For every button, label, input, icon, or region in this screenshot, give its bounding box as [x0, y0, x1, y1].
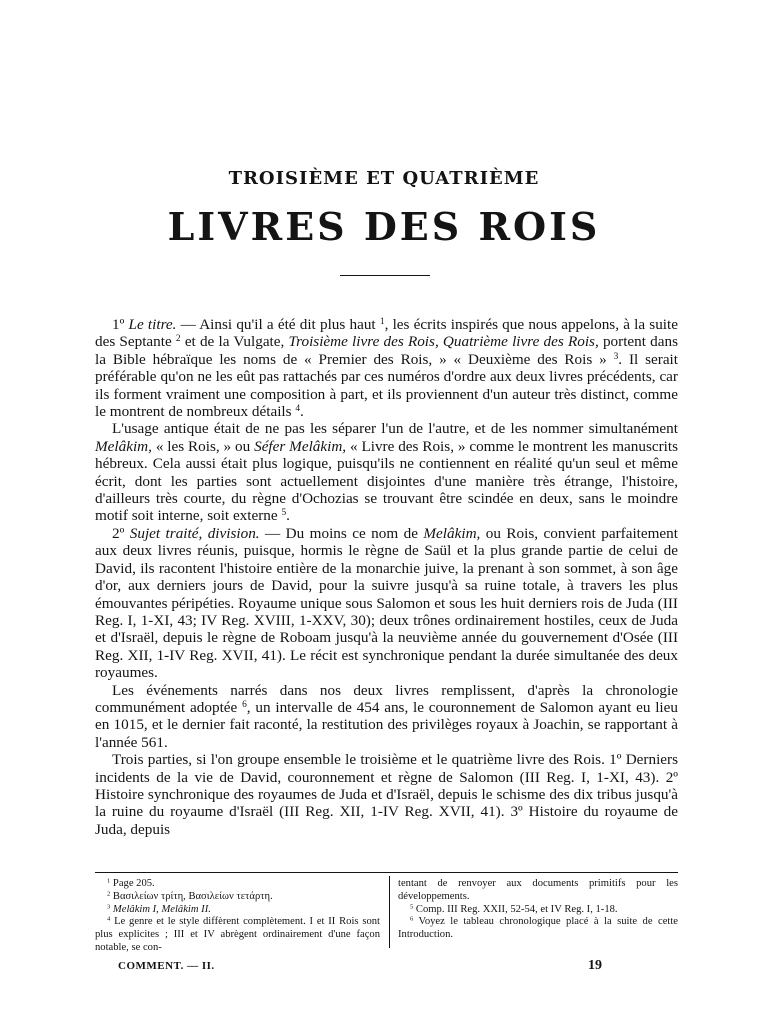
footnotes-right-column — [398, 878, 678, 942]
footnote-number: 2 — [107, 890, 111, 898]
text-run: , un intervalle de 454 ans, le couronnement de Salomon ayant eu lieu en 1015, et le dernier fait raconté, la restitution des privilèges royaux à Joachin, se rapportant à l'année 561. — [95, 698, 678, 751]
footnote-ref: 1 — [379, 316, 385, 327]
text-run: L'usage antique était de ne pas les séparer l'un de l'autre, et de les nommer simultanément — [112, 420, 678, 438]
footnote-rule — [95, 872, 678, 873]
text-run: . Il serait préférable qu'on ne les eût pas rattachés par ces numéros d'ordre aux deux livres précédents, car ils forment vraiment une composition à part, et ils proviennent d'un auteur très distinct, comme le montrent de nombreux détails — [95, 350, 678, 421]
paragraph-number: 2º — [112, 524, 130, 542]
text-run: Trois parties, si l'on groupe ensemble le troisième et le quatrième livre des Rois. 1º Derniers incidents de la vie de David, couronnement et règne de Salomon (III Reg. I, 1-XI, 43). 2º Histoire synchronique des royaumes de Juda et d'Israël, depuis le schisme des dix tribus jusqu'à la ruine du royaume d'Israël (III Reg. XII, 1-IV Reg. XVII, 41). 3º Histoire du royaume de Juda, depuis — [95, 751, 678, 838]
footnote-ref: 6 — [242, 699, 247, 710]
footnote-4 — [95, 916, 380, 954]
body-text — [95, 316, 678, 838]
page-number: 19 — [588, 958, 602, 973]
text-run: ou Rois, convient parfaitement aux deux livres réunis, puisque, hormis le règne de Saül et la plus grande partie de celui de David, ils racontent l'histoire entière de la monarchie juive, la prenant à son sommet, à son âge d'or, aux derniers jours de David, pour la suivre jusqu'à sa ruine totale, à travers les plus émouvantes péripéties. Royaume unique sous Salomon et sous les huit derniers rois de Juda (III Reg. I, 1-XI, 43; IV Reg. XVIII, 1-XXV, 30); deux trônes ordinairement hostiles, ceux de Juda et d'Israël, depuis le règne de Roboam jusqu'à la neuvième année du gouvernement d'Osée (III Reg. XII, 1-IV Reg. XVII, 41). Le récit est synchronique pendant la durée simultanée des deux royaumes. — [95, 524, 678, 682]
text-run: — Ainsi qu'il a été dit plus haut — [176, 316, 380, 333]
footnote-ref: 3 — [613, 351, 619, 362]
footnote-ref: 5 — [281, 508, 287, 519]
footnote-number: 3 — [107, 902, 111, 910]
text-run: « Livre des Rois, » comme le montrent les manuscrits hébreux. Cela aussi était plus logique, puisqu'ils ne contiennent en réalité qu'un seul et même écrit, dont les parties sont actuellement disjointes d'une manière très étrange, l'histoire, d'ailleurs très courte, du règne d'Ochozias se trouvant être scindée en deux, sans le moindre motif soit interne, soit externe — [95, 437, 678, 525]
section-heading: Sujet traité, division. — [129, 524, 260, 542]
footnote-text: Le genre et le style diffèrent complètement. I et II Rois sont plus explicites ; III et IV abrègent ordinairement d'une façon notable, se con- — [95, 916, 380, 953]
text-run: portent dans la Bible hébraïque les noms de « Premier des Rois, » « Deuxième des Rois » — [95, 333, 678, 368]
footnote-1 — [95, 878, 380, 891]
italic-run: Troisième livre des Rois, Quatrième livre des Rois, — [288, 333, 599, 351]
footnote-number: 6 — [410, 915, 414, 923]
footnote-4-continued — [398, 878, 678, 904]
italic-run: Séfer Melâkim, — [254, 437, 347, 455]
footnote-number: 1 — [107, 877, 111, 885]
paragraph-title — [95, 316, 678, 420]
footnote-ref: 2 — [175, 334, 181, 345]
footnote-text: tentant de renvoyer aux documents primitifs pour les développements. — [398, 878, 678, 902]
footnote-text: Comp. III Reg. XXII, 52-54, et IV Reg. I, 1-18. — [413, 903, 618, 915]
footnote-number: 4 — [107, 915, 111, 923]
footnote-6 — [398, 916, 678, 942]
footnote-text: Melâkim I, Melâkim II. — [110, 903, 211, 915]
text-run: — Du moins ce nom de — [259, 524, 424, 542]
footnote-3 — [95, 904, 380, 917]
italic-run: Melâkim, — [423, 524, 481, 542]
footnote-2 — [95, 891, 380, 904]
paragraph-subject — [95, 525, 678, 682]
text-run: , les écrits inspirés que nous appelons, à la suite des Septante — [95, 316, 678, 351]
italic-run: Melâkim, — [95, 437, 152, 455]
text-run: et de la Vulgate, — [180, 333, 289, 351]
paragraph-number: 1º — [112, 316, 129, 333]
footnote-number: 5 — [410, 902, 414, 910]
paragraph-parts — [95, 751, 678, 838]
running-footer: COMMENT. — II. — [118, 960, 215, 972]
paragraph-events — [95, 682, 678, 752]
footnote-text: Βασιλείων τρίτη, Βασιλείων τετάρτη. — [110, 890, 273, 902]
footnote-text: Page 205. — [110, 878, 155, 889]
paragraph-usage — [95, 420, 678, 524]
text-run: Les événements narrés dans nos deux livres remplissent, d'après la chronologie communément adoptée — [95, 681, 678, 716]
book-title: LIVRES DES ROIS — [167, 204, 601, 249]
footnotes-left-column — [95, 878, 380, 955]
text-run: . — [286, 507, 290, 525]
text-run: « les Rois, » ou — [151, 437, 255, 455]
section-heading: Le titre. — [128, 316, 177, 333]
text-run: . — [300, 403, 304, 421]
title-rule — [340, 275, 430, 276]
book-subtitle: TROISIÈME ET QUATRIÈME — [228, 168, 540, 189]
footnote-text: Voyez le tableau chronologique placé à la suite de cette Introduction. — [398, 916, 678, 941]
footnote-ref: 4 — [295, 403, 301, 414]
footnote-5 — [398, 904, 678, 917]
footnote-column-divider — [389, 876, 390, 948]
